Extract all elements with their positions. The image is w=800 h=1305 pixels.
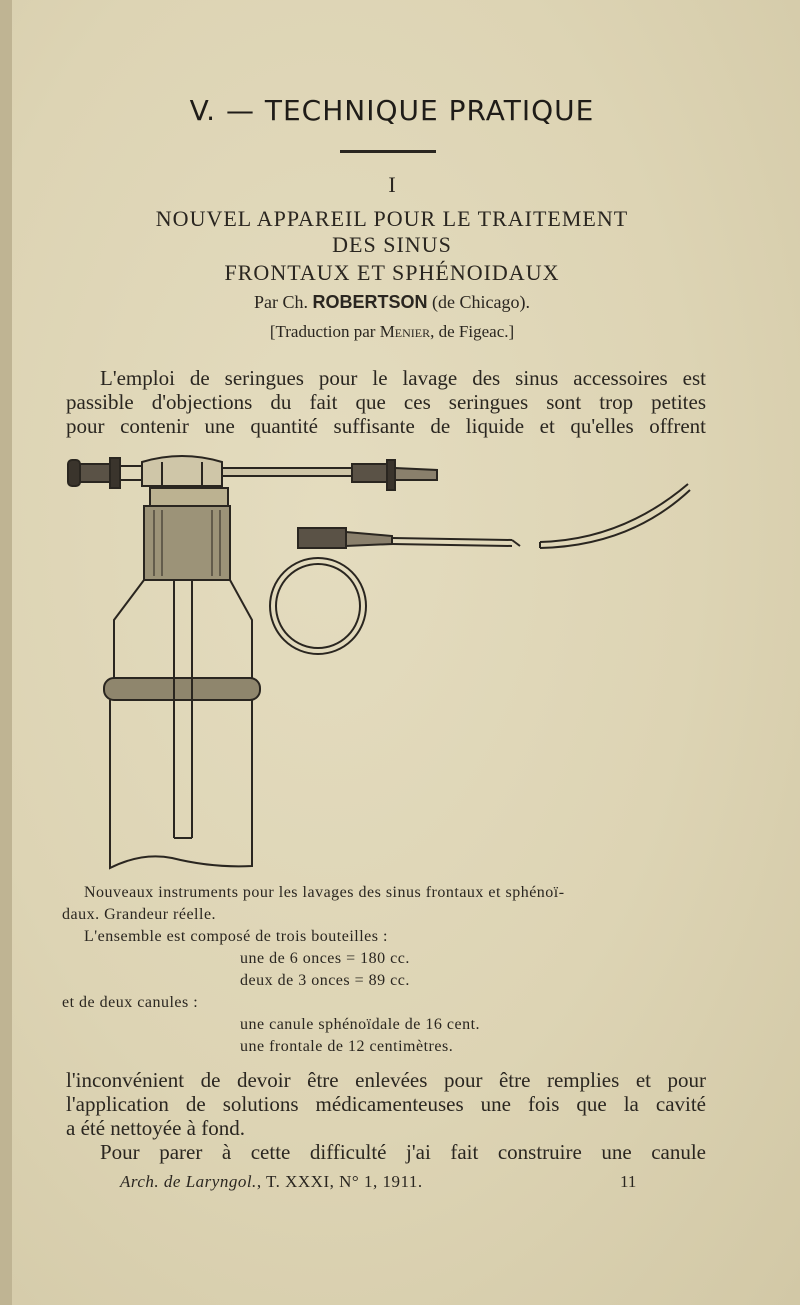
caption-line: Nouveaux instruments pour les lavages des sinus frontaux et sphénoï- xyxy=(84,884,565,901)
page-edge xyxy=(0,0,12,1305)
byline xyxy=(12,292,772,313)
text-line: a été nettoyée à fond. xyxy=(66,1116,245,1140)
text-line: pour contenir une quantité suffisante de liquide et qu'elles offrent xyxy=(66,414,706,438)
article-number: I xyxy=(388,172,396,197)
page-number: 11 xyxy=(620,1172,637,1191)
author-name: ROBERTSON xyxy=(312,292,428,312)
nozzle-tip xyxy=(68,460,80,486)
figure-caption xyxy=(62,882,722,1058)
canula-hub xyxy=(298,528,346,548)
instrument-figure xyxy=(62,448,722,878)
title-rule xyxy=(340,150,436,153)
caption-line: L'ensemble est composé de trois bouteilles : xyxy=(84,928,388,945)
text-line: Pour parer à cette difficulté j'ai fait construire une canule xyxy=(100,1140,706,1164)
bottle-ring xyxy=(104,678,260,700)
caption-line: une canule sphénoïdale de 16 cent. xyxy=(240,1016,481,1033)
journal-name: Arch. de Laryngol. xyxy=(120,1172,257,1191)
article-title-line-2: DES SINUS xyxy=(332,232,452,257)
caption-line: et de deux canules : xyxy=(62,994,199,1011)
caption-line: daux. Grandeur réelle. xyxy=(62,906,217,923)
text-line: L'emploi de seringues pour le lavage des sinus accessoires est xyxy=(100,366,706,390)
article-title-line-3: FRONTAUX ET SPHÉNOIDAUX xyxy=(224,260,560,285)
article-title-line-1: NOUVEL APPAREIL POUR LE TRAITEMENT xyxy=(155,206,629,231)
coiled-canula xyxy=(270,558,366,654)
text-line: l'inconvénient de devoir être enlevées pour être remplies et pour xyxy=(66,1068,706,1092)
caption-line: une de 6 onces = 180 cc. xyxy=(240,950,410,967)
caption-line: deux de 3 onces = 89 cc. xyxy=(240,972,410,989)
page xyxy=(12,0,800,1305)
translation-note: [Traduction par Menier, de Figeac.] xyxy=(269,322,515,341)
text-line: l'application de solutions médicamenteuses une fois que la cavité xyxy=(66,1092,706,1116)
journal-citation xyxy=(120,1172,423,1192)
translator-name: Menier xyxy=(379,322,431,341)
text-line: passible d'objections du fait que ces seringues sont trop petites xyxy=(66,390,706,414)
paragraph-continuation xyxy=(66,1068,706,1164)
section-title: V. — TECHNIQUE PRATIQUE xyxy=(189,94,595,127)
byline-prefix: Par Ch. xyxy=(254,292,308,312)
author-affiliation: (de Chicago). xyxy=(432,292,530,312)
paragraph-intro xyxy=(66,366,706,438)
journal-volume: , T. XXXI, N° 1, 1911. xyxy=(256,1172,423,1191)
caption-line: une frontale de 12 centimètres. xyxy=(240,1038,454,1055)
